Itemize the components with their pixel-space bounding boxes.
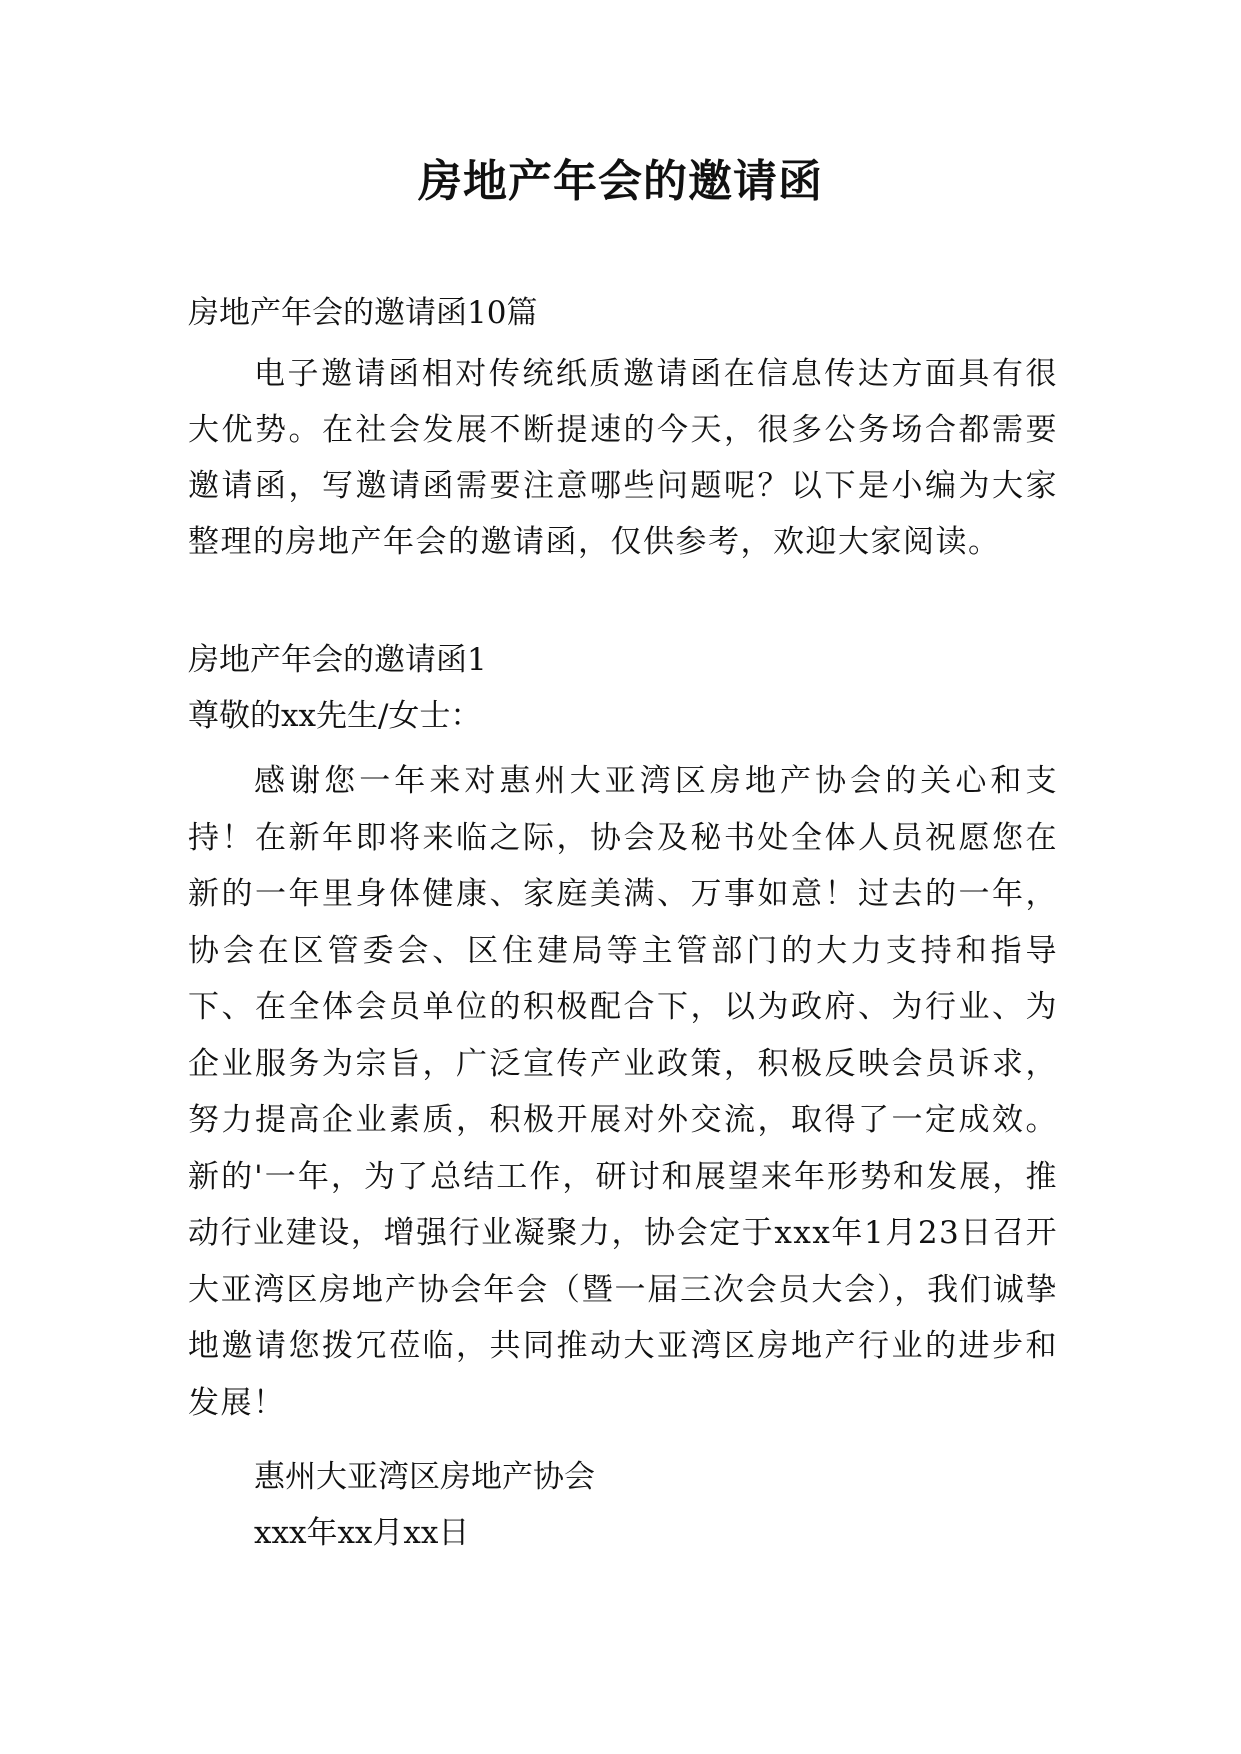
document-subtitle: 房地产年会的邀请函10篇 [188,295,538,331]
letter-date: xxx年xx月xx日 [254,1515,470,1551]
salutation: 尊敬的xx先生/女士： [188,698,482,734]
signature: 惠州大亚湾区房地产协会 [254,1459,595,1495]
intro-paragraph: 电子邀请函相对传统纸质邀请函在信息传达方面具有很大优势。在社会发展不断提速的今天，很多公务场合都需要邀请函，写邀请函需要注意哪些问题呢？以下是小编为大家整理的房地产年会的邀请函，仅供参考，欢迎大家阅读。 [188,356,1058,560]
document-title: 房地产年会的邀请函 [418,156,823,207]
section-heading: 房地产年会的邀请函1 [188,642,487,678]
letter-body-paragraph: 感谢您一年来对惠州大亚湾区房地产协会的关心和支持！在新年即将来临之际，协会及秘书处全体人员祝愿您在新的一年里身体健康、家庭美满、万事如意！过去的一年，协会在区管委会、区住建局等主管部门的大力支持和指导下、在全体会员单位的积极配合下，以为政府、为行业、为企业服务为宗旨，广泛宣传产业政策，积极反映会员诉求，努力提高企业素质，积极开展对外交流，取得了一定成效。新的'一年，为了总结工作，研讨和展望来年形势和发展，推动行业建设，增强行业凝聚力，协会定于xxx年1月23日召开大亚湾区房地产协会年会（暨一届三次会员大会），我们诚挚地邀请您拨冗莅临，共同推动大亚湾区房地产行业的进步和发展！ [188,763,1058,1421]
